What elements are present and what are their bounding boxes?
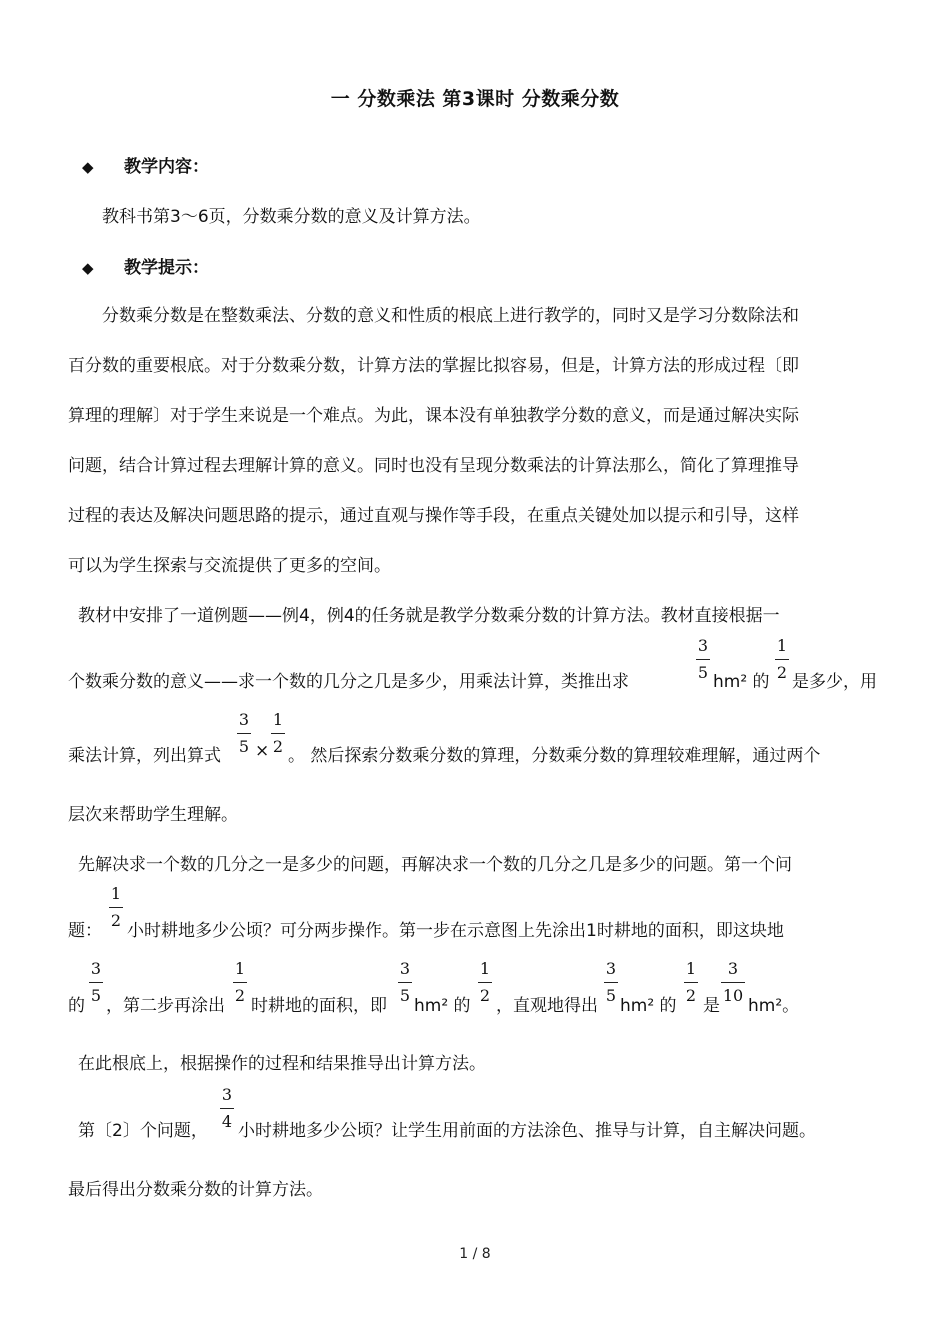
para2-line: 层次来帮助学生理解。 xyxy=(68,805,238,825)
diamond-bullet-icon: ◆ xyxy=(82,259,94,277)
para1-line: 算理的理解〕对于学生来说是一个难点。为此，课本没有单独教学分数的意义，而是通过解决实际 xyxy=(68,406,799,426)
fraction-numerator: 1 xyxy=(776,636,788,655)
para3-line: ，直观地得出 xyxy=(496,996,598,1016)
para3-line: 的 xyxy=(68,996,85,1016)
fraction-denominator: 2 xyxy=(776,663,788,682)
hint-heading-label: 教学提示： xyxy=(124,258,209,278)
fraction-denominator: 5 xyxy=(90,986,102,1005)
fraction-bar xyxy=(775,659,789,660)
diamond-bullet-icon: ◆ xyxy=(82,158,94,176)
fraction-denominator: 4 xyxy=(221,1112,233,1131)
fraction-numerator: 3 xyxy=(221,1085,233,1104)
fraction-denominator: 5 xyxy=(238,737,250,756)
fraction-denominator: 5 xyxy=(697,663,709,682)
times-sign: × xyxy=(255,741,270,761)
content-heading-label: 教学内容： xyxy=(124,157,209,177)
fraction-bar xyxy=(604,982,618,983)
fraction-bar xyxy=(237,733,251,734)
para3-line: 先解决求一个数的几分之一是多少的问题，再解决求一个数的几分之几是多少的问题。第一个问 xyxy=(78,855,792,875)
fraction-numerator: 3 xyxy=(90,959,102,978)
section-heading-content xyxy=(82,152,209,177)
para4-line: 在此根底上，根据操作的过程和结果推导出计算方法。 xyxy=(78,1054,486,1074)
para2-line: 个数乘分数的意义——求一个数的几分之几是多少，用乘法计算，类推出求 xyxy=(68,672,629,692)
para2-line: hm² 的 xyxy=(713,672,770,692)
para3-line: hm² 的 xyxy=(414,996,471,1016)
fraction-bar xyxy=(109,907,123,908)
fraction-numerator: 3 xyxy=(697,636,709,655)
fraction-denominator: 2 xyxy=(685,986,697,1005)
fraction-bar xyxy=(684,982,698,983)
fraction-bar xyxy=(89,982,103,983)
fraction-denominator: 2 xyxy=(234,986,246,1005)
fraction-numerator: 3 xyxy=(727,959,739,978)
para2-line: 乘法计算，列出算式 xyxy=(68,746,221,766)
fraction-numerator: 1 xyxy=(272,710,284,729)
para1-line: 过程的表达及解决问题思路的提示，通过直观与操作等手段，在重点关键处加以提示和引导，这样 xyxy=(68,506,799,526)
fraction-denominator: 2 xyxy=(479,986,491,1005)
fraction-denominator: 2 xyxy=(272,737,284,756)
fraction-bar xyxy=(696,659,710,660)
para3-line: 题： xyxy=(68,921,102,941)
para5-line: 小时耕地多少公顷？让学生用前面的方法涂色、推导与计算，自主解决问题。 xyxy=(238,1121,816,1141)
fraction-numerator: 1 xyxy=(234,959,246,978)
para5-line: 第〔2〕个问题， xyxy=(78,1121,208,1141)
fraction-bar xyxy=(233,982,247,983)
para3-line: hm² 的 xyxy=(620,996,677,1016)
page-number: 1 / 8 xyxy=(459,1246,491,1262)
para3-line: hm²。 xyxy=(748,996,800,1016)
fraction-bar xyxy=(398,982,412,983)
para1-line: 分数乘分数是在整数乘法、分数的意义和性质的根底上进行教学的，同时又是学习分数除法和 xyxy=(102,306,799,326)
page-title: 一 分数乘法 第3课时 分数乘分数 xyxy=(330,88,620,110)
fraction-numerator: 1 xyxy=(685,959,697,978)
fraction-denominator: 5 xyxy=(399,986,411,1005)
fraction-numerator: 1 xyxy=(110,884,122,903)
para2-line: 教材中安排了一道例题——例4，例4的任务就是教学分数乘分数的计算方法。教材直接根据一 xyxy=(78,606,780,626)
fraction-bar xyxy=(220,1108,234,1109)
para3-line: 时耕地的面积，即 xyxy=(251,996,387,1016)
para2-line: 是多少，用 xyxy=(792,672,877,692)
para3-line: ，第二步再涂出 xyxy=(106,996,225,1016)
fraction-numerator: 3 xyxy=(238,710,250,729)
fraction-bar xyxy=(271,733,285,734)
fraction-numerator: 3 xyxy=(605,959,617,978)
content-text: 教科书第3～6页，分数乘分数的意义及计算方法。 xyxy=(102,207,481,227)
para3-line: 是 xyxy=(703,996,720,1016)
fraction-denominator: 2 xyxy=(110,911,122,930)
para1-line: 问题，结合计算过程去理解计算的意义。同时也没有呈现分数乘法的计算法那么，简化了算理推导 xyxy=(68,456,799,476)
fraction-denominator: 5 xyxy=(605,986,617,1005)
para3-line: 小时耕地多少公顷？可分两步操作。第一步在示意图上先涂出1时耕地的面积，即这块地 xyxy=(127,921,784,941)
para1-line: 可以为学生探索与交流提供了更多的空间。 xyxy=(68,556,391,576)
fraction-numerator: 1 xyxy=(479,959,491,978)
fraction-bar xyxy=(478,982,492,983)
section-heading-hint xyxy=(82,253,209,278)
para2-line: 。 然后探索分数乘分数的算理，分数乘分数的算理较难理解，通过两个 xyxy=(288,746,821,766)
fraction-numerator: 3 xyxy=(399,959,411,978)
para1-line: 百分数的重要根底。对于分数乘分数，计算方法的掌握比拟容易，但是，计算方法的形成过程〔即 xyxy=(68,356,799,376)
fraction-bar xyxy=(721,982,745,983)
para5-line: 最后得出分数乘分数的计算方法。 xyxy=(68,1180,323,1200)
fraction-denominator: 10 xyxy=(722,986,744,1005)
